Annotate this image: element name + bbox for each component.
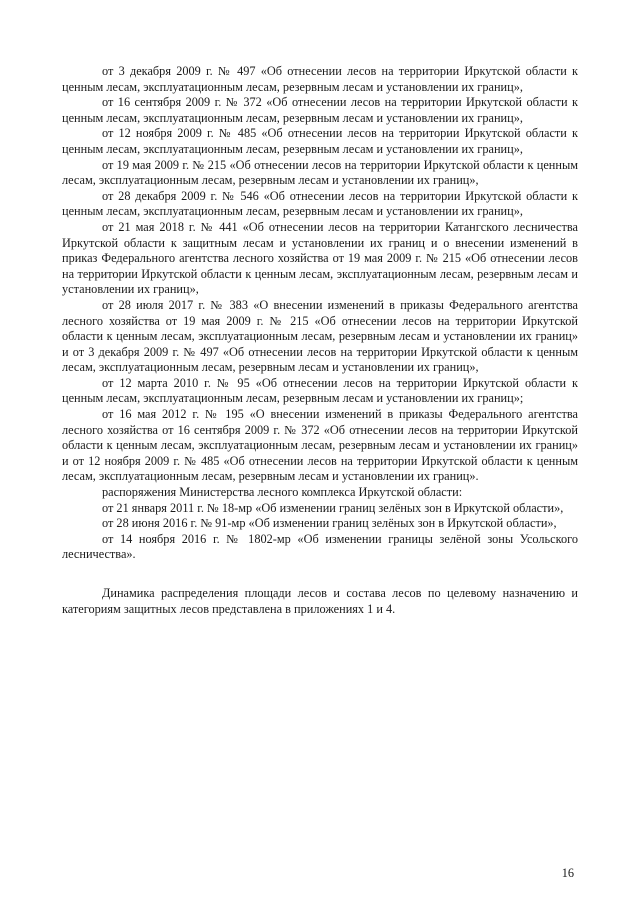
ministry-order-paragraph: от 21 января 2011 г. № 18-мр «Об изменении границ зелёных зон в Иркутской области», bbox=[102, 500, 564, 515]
order-paragraph: от 28 июля 2017 г. № 383 «О внесении изменений в приказы Федерального агентства лесного хозяйства от 19 мая 2009 г. № 215 «Об отнесении лесов на территории Иркутской области к ценным лесам, эксплуатационным лесам, резервным лесам и установлении их границ» и от 3 декабря 2009 г. № 497 «Об отнесении лесов на территории Иркутской области к ценным лесам, эксплуатационным лесам, резервным лесам и установлении их границ», bbox=[62, 297, 578, 375]
page-number: 16 bbox=[561, 866, 574, 880]
order-paragraph: от 16 сентября 2009 г. № 372 «Об отнесении лесов на территории Иркутской области к ценным лесам, эксплуатационным лесам, резервным лесам и установлении их границ», bbox=[62, 95, 578, 125]
order-paragraph: от 12 марта 2010 г. № 95 «Об отнесении лесов на территории Иркутской области к ценным лесам, эксплуатационным лесам, резервным лесам и установлении их границ»; bbox=[62, 375, 578, 406]
document-body bbox=[62, 64, 578, 617]
ministry-order-paragraph: от 14 ноября 2016 г. № 1802-мр «Об изменении границы зелёной зоны Усольского лесничества». bbox=[62, 531, 578, 562]
ministry-orders-heading: распоряжения Министерства лесного комплекса Иркутской области: bbox=[102, 485, 463, 500]
order-paragraph: от 12 ноября 2009 г. № 485 «Об отнесении лесов на территории Иркутской области к ценным лесам, эксплуатационным лесам, резервным лесам и установлении их границ», bbox=[62, 126, 578, 156]
ministry-order-paragraph: от 28 июня 2016 г. № 91-мр «Об изменении границ зелёных зон в Иркутской области», bbox=[102, 516, 557, 531]
summary-paragraph: Динамика распределения площади лесов и состава лесов по целевому назначению и категориям защитных лесов представлена в приложениях 1 и 4. bbox=[62, 586, 578, 616]
order-paragraph: от 19 мая 2009 г. № 215 «Об отнесении лесов на территории Иркутской области к ценным лесам, эксплуатационным лесам, резервным лесам и установлении их границ», bbox=[62, 157, 578, 188]
order-paragraph: от 21 мая 2018 г. № 441 «Об отнесении лесов на территории Катангского лесничества Иркутской области к защитным лесам и установлении их границ и о внесении изменений в приказ Федерального агентства лесного хозяйства от 19 мая 2009 г. № 215 «Об отнесении лесов на территории Иркутской области к ценным лесам, эксплуатационным лесам, резервным лесам и установлении их границ», bbox=[62, 219, 578, 297]
order-paragraph: от 16 мая 2012 г. № 195 «О внесении изменений в приказы Федерального агентства лесного хозяйства от 16 сентября 2009 г. № 372 «Об отнесении лесов на территории Иркутской области к ценным лесам, эксплуатационным лесам, резервным лесам и установлении их границ» и от 12 ноября 2009 г. № 485 «Об отнесении лесов на территории Иркутской области к ценным лесам, эксплуатационным лесам, резервным лесам и установлении их границ». bbox=[62, 407, 578, 484]
order-paragraph: от 3 декабря 2009 г. № 497 «Об отнесении лесов на территории Иркутской области к ценным лесам, эксплуатационным лесам, резервным лесам и установлении их границ», bbox=[62, 64, 578, 94]
order-paragraph: от 28 декабря 2009 г. № 546 «Об отнесении лесов на территории Иркутской области к ценным лесам, эксплуатационным лесам, резервным лесам и установлении их границ», bbox=[62, 188, 578, 219]
